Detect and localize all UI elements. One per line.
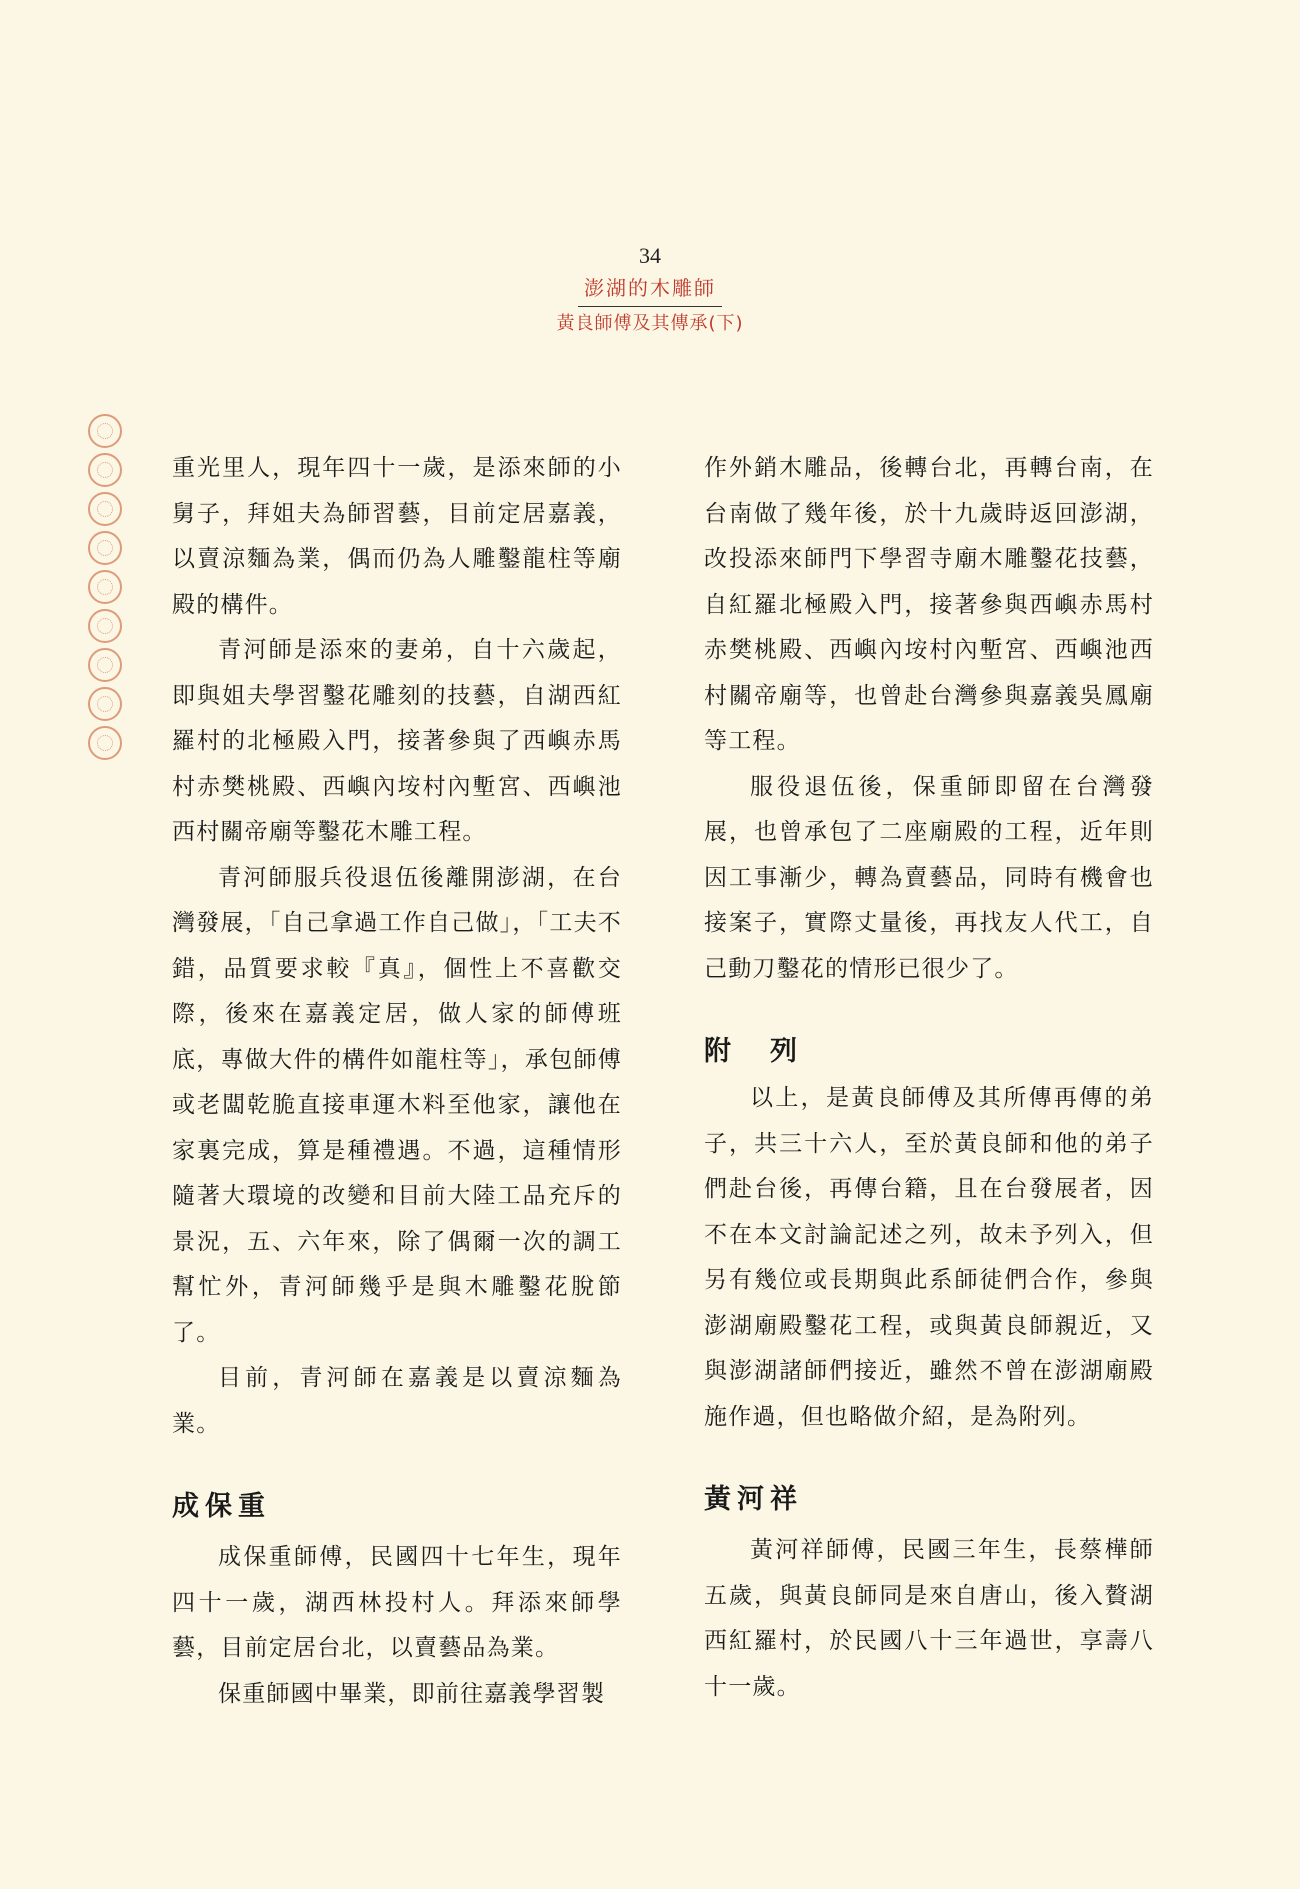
paragraph: 目前，青河師在嘉義是以賣涼麵為業。: [172, 1365, 622, 1437]
seal-icon: [88, 648, 122, 682]
paragraph: 青河師服兵役退伍後離開澎湖，在台灣發展，「自己拿過工作自己做」，「工夫不錯，品質要求較『真』，個性上不喜歡交際，後來在嘉義定居，做人家的師傅班底，專做大件的構件如龍柱等」，承包師傅或老闆乾脆直接車運木料至他家，讓他在家裏完成，算是種禮遇。不過，這種情形隨著大環境的改變和目前大陸工品充斥的景況，五、六年來，除了偶爾一次的調工幫忙外，青河師幾乎是與木雕鑿花脫節了。: [172, 864, 622, 1346]
seal-icon: [88, 531, 122, 565]
seal-icon: [88, 453, 122, 487]
paragraph: 保重師國中畢業，即前往嘉義學習製: [218, 1680, 606, 1707]
page-header: [0, 242, 1300, 337]
left-column: [172, 446, 622, 1717]
right-column: [704, 446, 1154, 1710]
section-heading: 黃河祥: [704, 1484, 803, 1515]
seal-icon: [88, 609, 122, 643]
seal-icon: [88, 687, 122, 721]
page-number: 34: [639, 243, 661, 268]
paragraph: 青河師是添來的妻弟，自十六歲起，即與姐夫學習鑿花雕刻的技藝，自湖西紅羅村的北極殿入門，接著參與了西嶼赤馬村赤樊桃殿、西嶼內垵村內塹宮、西嶼池西村關帝廟等鑿花木雕工程。: [172, 637, 622, 845]
series-title: 澎湖的木雕師: [578, 274, 722, 307]
decorative-seal-strip: [88, 414, 128, 765]
seal-icon: [88, 492, 122, 526]
paragraph: 成保重師傅，民國四十七年生，現年四十一歲，湖西林投村人。拜添來師學藝，目前定居台北，以賣藝品為業。: [172, 1544, 622, 1661]
section-heading: 成保重: [172, 1491, 271, 1522]
seal-icon: [88, 414, 122, 448]
paragraph: 作外銷木雕品，後轉台北，再轉台南，在台南做了幾年後，於十九歲時返回澎湖，改投添來師門下學習寺廟木雕鑿花技藝，自紅羅北極殿入門，接著參與西嶼赤馬村赤樊桃殿、西嶼內垵村內塹宮、西嶼池西村關帝廟等，也曾赴台灣參與嘉義吳鳳廟等工程。: [704, 455, 1154, 754]
paragraph: 重光里人，現年四十一歲，是添來師的小舅子，拜姐夫為師習藝，目前定居嘉義，以賣涼麵為業，偶而仍為人雕鑿龍柱等廟殿的構件。: [172, 455, 622, 618]
section-heading: 附 列: [704, 1036, 803, 1067]
seal-icon: [88, 570, 122, 604]
paragraph: 黃河祥師傅，民國三年生，長蔡樺師五歲，與黃良師同是來自唐山，後入贅湖西紅羅村，於民國八十三年過世，享壽八十一歲。: [704, 1537, 1154, 1700]
paragraph: 以上，是黃良師傅及其所傳再傳的弟子，共三十六人，至於黃良師和他的弟子們赴台後，再傳台籍，且在台發展者，因不在本文討論記述之列，故未予列入，但另有幾位或長期與此系師徒們合作，參與澎湖廟殿鑿花工程，或與黃良師親近，又與澎湖諸師們接近，雖然不曾在澎湖廟殿施作過，但也略做介紹，是為附列。: [704, 1085, 1154, 1430]
paragraph: 服役退伍後，保重師即留在台灣發展，也曾承包了二座廟殿的工程，近年則因工事漸少，轉為賣藝品，同時有機會也接案子，實際丈量後，再找友人代工，自己動刀鑿花的情形已很少了。: [704, 773, 1154, 982]
seal-icon: [88, 726, 122, 760]
sub-title: 黃良師傅及其傳承(下): [556, 313, 744, 334]
